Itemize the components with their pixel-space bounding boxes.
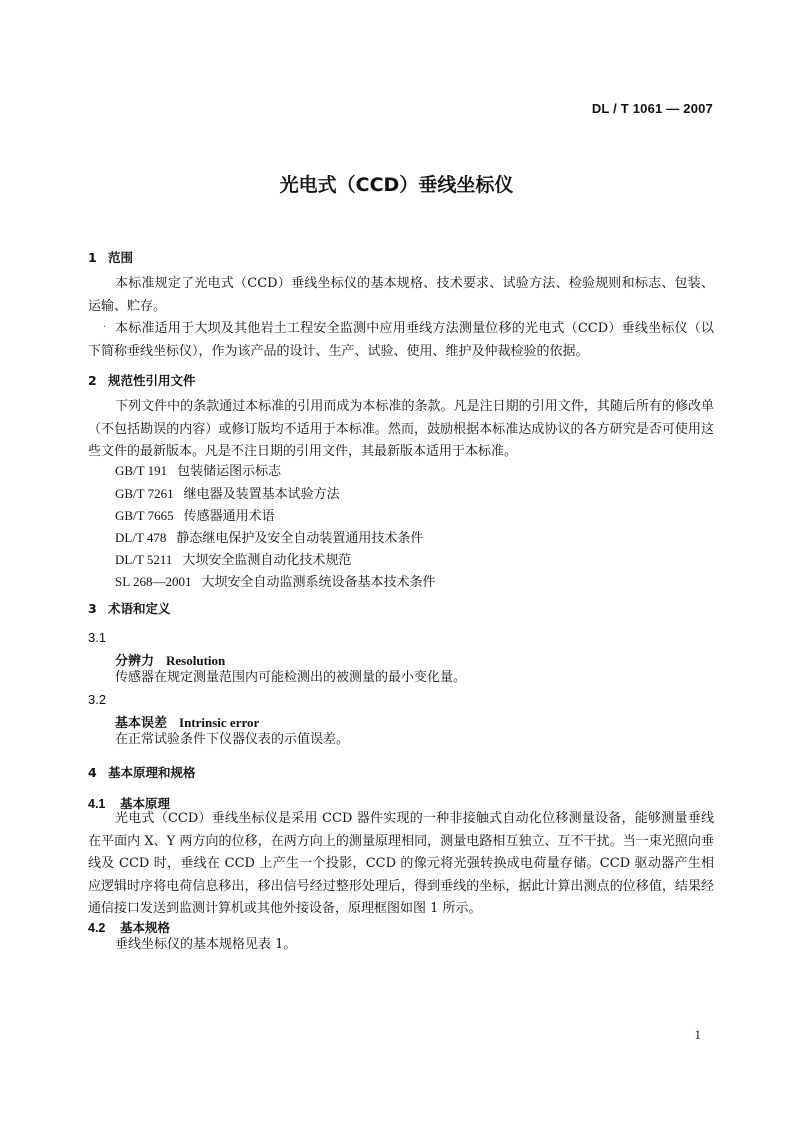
section-number: 4 — [88, 765, 97, 780]
reference-name: 包装储运图示标志 — [177, 464, 282, 479]
section-title: 规范性引用文件 — [108, 373, 196, 388]
reference-code: DL/T 5211 — [115, 552, 173, 567]
section-title: 基本原理和规格 — [108, 765, 196, 780]
subsection-number: 4.2 — [88, 921, 106, 935]
subsection-4-1-body — [88, 808, 714, 921]
reference-name: 继电器及装置基本试验方法 — [183, 487, 340, 502]
paragraph: 光电式（CCD）垂线坐标仪是采用 CCD 器件实现的一种非接触式自动化位移测量设备，能够测量垂线在平面内 X、Y 两方向的位移，在两方向上的测量原理相同，测量电路相互独立、互不干扰。当一束光照向垂线及 CCD 时，垂线在 CCD 上产生一个投影，CCD 的像元将光强转换成电荷量存储。CCD 驱动器产生相应逻辑时序将电荷信息移出，移出信号经过整形处理后，得到垂线的坐标，据此计算出测点的位移值，结果经通信接口发送到监测计算机或其他外接设备，原理框图如图 1 所示。 — [88, 811, 714, 916]
reference-item — [115, 527, 423, 551]
section-2-heading — [88, 371, 196, 389]
term-chinese: 分辨力 — [115, 654, 155, 669]
term-definition: 传感器在规定测量范围内可能检测出的被测量的最小变化量。 — [115, 670, 467, 685]
reference-name: 传感器通用术语 — [183, 509, 275, 524]
term-english: Resolution — [166, 653, 226, 668]
margin-mark: · — [103, 322, 107, 333]
reference-code: GB/T 7261 — [115, 486, 174, 501]
reference-code: DL/T 478 — [115, 530, 167, 545]
term-english: Intrinsic error — [179, 715, 260, 730]
reference-code: SL 268—2001 — [115, 574, 192, 589]
section-4-heading — [88, 763, 196, 781]
reference-code: GB/T 7665 — [115, 508, 174, 523]
reference-item — [115, 549, 351, 573]
section-1-body — [88, 273, 714, 363]
reference-item — [115, 571, 435, 595]
document-title: 光电式（CCD）垂线坐标仪 — [279, 174, 514, 196]
term-number: 3.2 — [88, 692, 107, 707]
section-title: 范围 — [108, 250, 134, 265]
paragraph: 本标准规定了光电式（CCD）垂线坐标仪的基本规格、技术要求、试验方法、检验规则和标志、包装、运输、贮存。 — [88, 276, 714, 314]
section-3-heading — [88, 599, 171, 617]
section-title: 术语和定义 — [108, 601, 171, 616]
section-number: 1 — [88, 250, 97, 265]
reference-item — [115, 460, 281, 484]
paragraph: 下列文件中的条款通过本标准的引用而成为本标准的条款。凡是注日期的引用文件，其随后所有的修改单（不包括勘误的内容）或修订版均不适用于本标准。然而，鼓励根据本标准达成协议的各方研究是否可使用这些文件的最新版本。凡是不注日期的引用文件，其最新版本适用于本标准。 — [88, 399, 714, 459]
section-number: 3 — [88, 601, 97, 616]
section-1-heading — [88, 248, 133, 266]
term-chinese: 基本误差 — [115, 716, 168, 731]
reference-item — [115, 505, 275, 529]
subsection-4-2-body: 垂线坐标仪的基本规格见表 1。 — [115, 937, 297, 952]
paragraph: 本标准适用于大坝及其他岩土工程安全监测中应用垂线方法测量位移的光电式（CCD）垂线坐标仪（以下简称垂线坐标仪），作为该产品的设计、生产、试验、使用、维护及仲裁检验的依据。 — [88, 321, 714, 359]
section-number: 2 — [88, 373, 97, 388]
page-number: 1 — [694, 1027, 701, 1042]
subsection-number: 4.1 — [88, 797, 106, 811]
reference-code: GB/T 191 — [115, 463, 168, 478]
subsection-title: 基本规格 — [120, 920, 171, 935]
reference-name: 大坝安全自动监测系统设备基本技术条件 — [201, 575, 436, 590]
reference-name: 大坝安全监测自动化技术规范 — [182, 553, 352, 568]
reference-item — [115, 483, 340, 507]
subsection-title: 基本原理 — [120, 796, 171, 811]
standard-code: DL / T 1061 — 2007 — [591, 101, 713, 116]
term-definition: 在正常试验条件下仪器仪表的示值误差。 — [115, 732, 350, 747]
term-number: 3.1 — [88, 630, 107, 645]
reference-name: 静态继电保护及安全自动装置通用技术条件 — [176, 531, 424, 546]
section-2-body — [88, 396, 714, 464]
